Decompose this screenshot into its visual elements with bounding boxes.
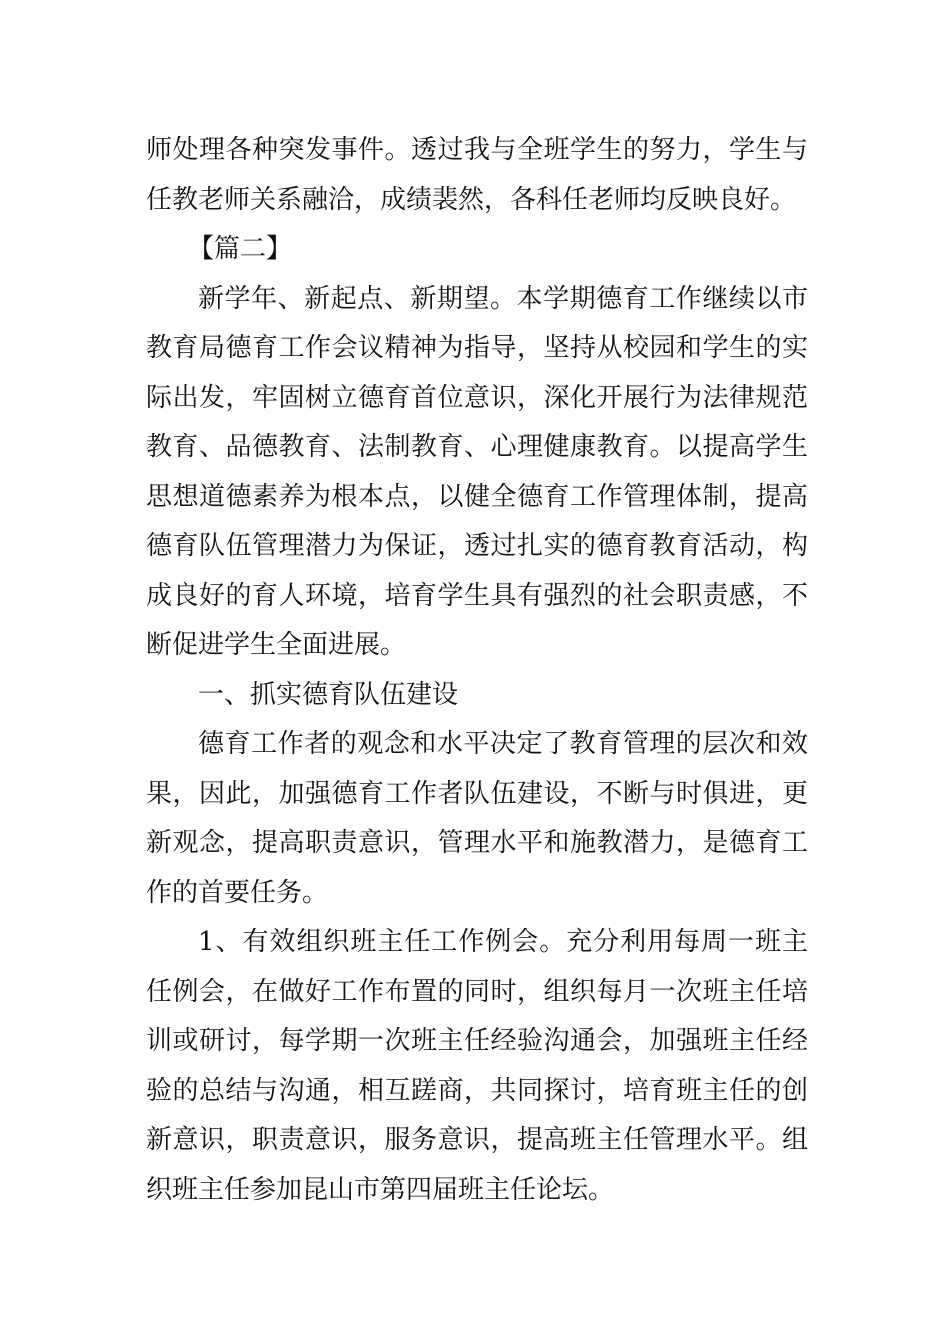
section-marker: 【篇二】 [188, 234, 293, 264]
document-body [146, 126, 808, 1215]
paragraph-intro: 新学年、新起点、新期望。本学期德育工作继续以市教育局德育工作会议精神为指导，坚持从校园和学生的实际出发，牢固树立德育首位意识，深化开展行为法律规范教育、品德教育、法制教育、心理健康教育。以提高学生思想道德素养为根本点，以健全德育工作管理体制，提高德育队伍管理潜力为保证，透过扎实的德育教育活动，构成良好的育人环境，培育学生具有强烈的社会职责感，不断促进学生全面进展。 [146, 283, 808, 660]
section-heading: 一、抓实德育队伍建设 [198, 679, 459, 710]
paragraph-team-building: 德育工作者的观念和水平决定了教育管理的层次和效果，因此，加强德育工作者队伍建设，不断与时俱进，更新观念，提高职责意识，管理水平和施教潜力，是德育工作的首要任务。 [146, 729, 808, 908]
paragraph-continued: 师处理各种突发事件。透过我与全班学生的努力，学生与任教老师关系融洽，成绩裴然，各科任老师均反映良好。 [146, 135, 808, 215]
paragraph-meetings: 1、有效组织班主任工作例会。充分利用每周一班主任例会，在做好工作布置的同时，组织每月一次班主任培训或研讨，每学期一次班主任经验沟通会，加强班主任经验的总结与沟通，相互蹉商，共同探讨，培育班主任的创新意识，职责意识，服务意识，提高班主任管理水平。组织班主任参加昆山市第四届班主任论坛。 [146, 927, 808, 1205]
